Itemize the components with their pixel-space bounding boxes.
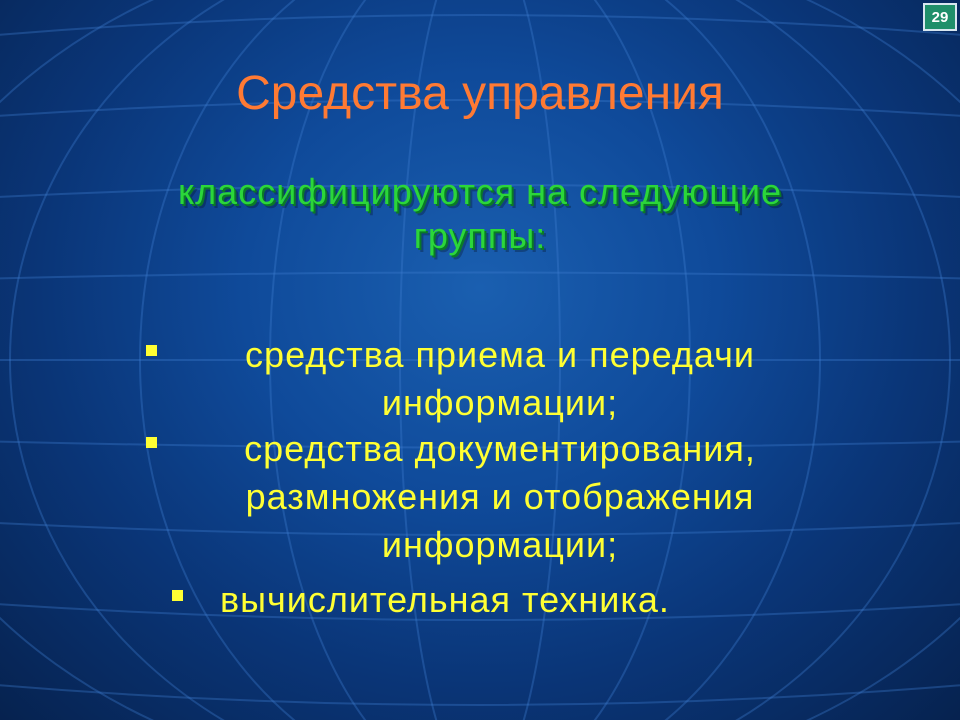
bullet-2-line-3: информации; xyxy=(381,524,619,565)
bullet-square-icon xyxy=(146,437,157,448)
bullet-square-icon xyxy=(146,345,157,356)
slide-title: Средства управления xyxy=(236,67,724,120)
bullet-1-line-2: информации; xyxy=(381,382,619,423)
subtitle-line-1: классифицируются на следующие xyxy=(177,171,783,212)
slide-number-badge: 29 xyxy=(923,3,957,31)
subtitle-line-2: группы: xyxy=(413,215,547,256)
bullet-square-icon xyxy=(172,590,183,601)
bullet-item-2 xyxy=(170,425,830,569)
bullet-item-3 xyxy=(220,576,820,624)
bullet-item-1 xyxy=(170,331,830,427)
bullet-1-line-1: средства приема и передачи xyxy=(245,334,755,375)
bullet-3-line-1: вычислительная техника. xyxy=(220,579,670,620)
bullet-2-line-1: средства документирования, xyxy=(244,428,756,469)
bullet-2-line-2: размножения и отображения xyxy=(245,476,755,517)
